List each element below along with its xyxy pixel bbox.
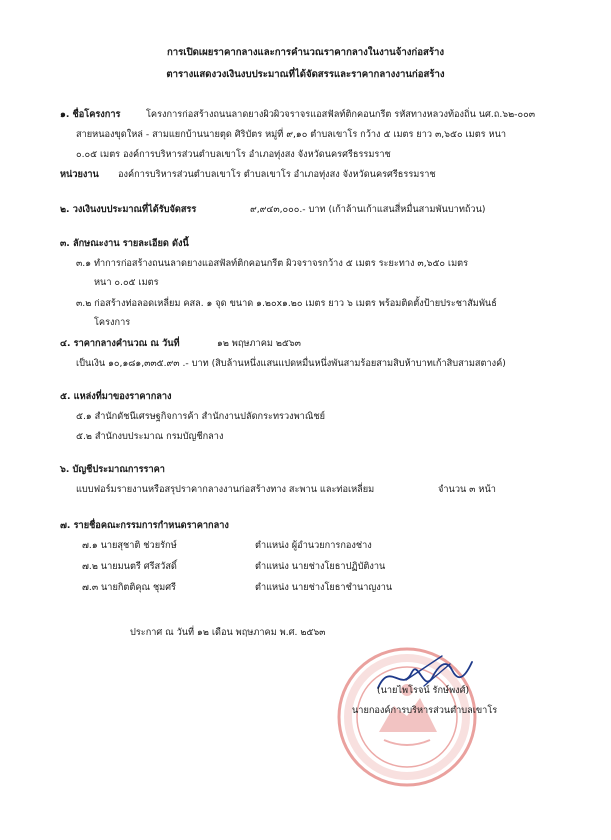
estimate-page-count: จำนวน ๓ หน้า: [438, 484, 496, 495]
project-name-line-3: ๐.๐๕ เมตร องค์การบริหารส่วนตำบลเขาโร อำเภอทุ่งสง จังหวัดนครศรีธรรมราช: [76, 149, 391, 160]
project-name-line-1: โครงการก่อสร้างถนนลาดยางผิวผิวจราจรแอสฟัลท์ติกคอนกรีต รหัสทางหลวงท้องถิ่น นศ.ถ.๖๒-๐๐๓: [146, 109, 535, 120]
median-price-date: ๑๒ พฤษภาคม ๒๕๖๓: [217, 338, 301, 349]
committee-member-2-name: ๗.๒ นายมนตรี ศรีสวัสดิ์: [82, 561, 177, 572]
agency-label: หน่วยงาน: [60, 169, 99, 180]
signer-name: (นายไพโรจน์ รักษ์พงศ์): [377, 685, 470, 696]
price-source-label: ๕. แหล่งที่มาของราคากลาง: [60, 391, 172, 402]
document-subtitle: ตารางแสดงวงเงินงบประมาณที่ได้จัดสรรและราคากลางงานก่อสร้าง: [166, 69, 445, 80]
work-item-2-line-1: ๓.๒ ก่อสร้างท่อลอดเหลี่ยม คสล. ๑ จุด ขนาด ๑.๒๐x๑.๒๐ เมตร ยาว ๖ เมตร พร้อมติดตั้งป้ายประชาสัมพันธ์: [76, 298, 497, 309]
signer-title: นายกองค์การบริหารส่วนตำบลเขาโร: [352, 705, 498, 716]
estimate-list-label: ๖. บัญชีประมาณการราคา: [60, 464, 165, 475]
budget-value: ๙,๙๔๓,๐๐๐.- บาท (เก้าล้านเก้าแสนสี่หมื่นสามพันบาทถ้วน): [250, 204, 486, 215]
work-item-2-line-2: โครงการ: [94, 317, 131, 328]
committee-member-1-name: ๗.๑ นายสุชาติ ช่วยรักษ์: [82, 540, 177, 551]
committee-member-1-position: ตำแหน่ง ผู้อำนวยการกองช่าง: [255, 540, 372, 551]
median-price-label: ๔. ราคากลางคำนวณ ณ วันที่: [60, 338, 180, 349]
median-price-amount: เป็นเงิน ๑๐,๑๘๑,๓๓๕.๙๓ .- บาท (สิบล้านหนึ่งแสนแปดหมื่นหนึ่งพันสามร้อยสามสิบห้าบาทเก้าสิบสามสตางค์): [76, 358, 506, 369]
work-description-label: ๓. ลักษณะงาน รายละเอียด ดังนี้: [60, 238, 189, 249]
project-name-line-2: สายหนองขุดใหล่ - สามแยกบ้านนายตุด ศิริบัตร หมู่ที่ ๙,๑๐ ตำบลเขาโร กว้าง ๕ เมตร ยาว ๓,๖๕๐ เมตร หนา: [76, 129, 507, 140]
price-source-item-1: ๕.๑ สำนักดัชนีเศรษฐกิจการค้า สำนักงานปลัดกระทรวงพาณิชย์: [76, 411, 325, 422]
committee-member-2-position: ตำแหน่ง นายช่างโยธาปฏิบัติงาน: [255, 561, 386, 572]
seal-emblem-base: [384, 740, 430, 745]
work-item-1-line-1: ๓.๑ ทำการก่อสร้างถนนลาดยางแอสฟัลท์ติกคอนกรีต ผิวจราจรกว้าง ๕ เมตร ระยะทาง ๓,๖๕๐ เมตร: [76, 258, 469, 269]
committee-member-3-name: ๗.๓ นายกิตติคุณ ชุมศรี: [82, 582, 176, 593]
agency-value: องค์การบริหารส่วนตำบลเขาโร ตำบลเขาโร อำเภอทุ่งสง จังหวัดนครศรีธรรมราช: [118, 169, 436, 180]
price-source-item-2: ๕.๒ สำนักงบประมาณ กรมบัญชีกลาง: [76, 431, 224, 442]
committee-member-3-position: ตำแหน่ง นายช่างโยธาชำนาญงาน: [255, 582, 393, 593]
budget-label: ๒. วงเงินงบประมาณที่ได้รับจัดสรร: [60, 204, 197, 215]
committee-label: ๗. รายชื่อคณะกรรมการกำหนดราคากลาง: [60, 520, 229, 531]
project-name-label: ๑. ชื่อโครงการ: [60, 109, 121, 120]
work-item-1-line-2: หนา ๐.๐๕ เมตร: [94, 277, 159, 288]
document-title: การเปิดเผยราคากลางและการคำนวณราคากลางในงานจ้างก่อสร้าง: [166, 47, 445, 58]
announcement-date: ประกาศ ณ วันที่ ๑๒ เดือน พฤษภาคม พ.ศ. ๒๕๖๓: [130, 627, 326, 638]
estimate-list-line: แบบฟอร์มรายงานหรือสรุปราคากลางงานก่อสร้างทาง สะพาน และท่อเหลี่ยม: [76, 484, 375, 495]
